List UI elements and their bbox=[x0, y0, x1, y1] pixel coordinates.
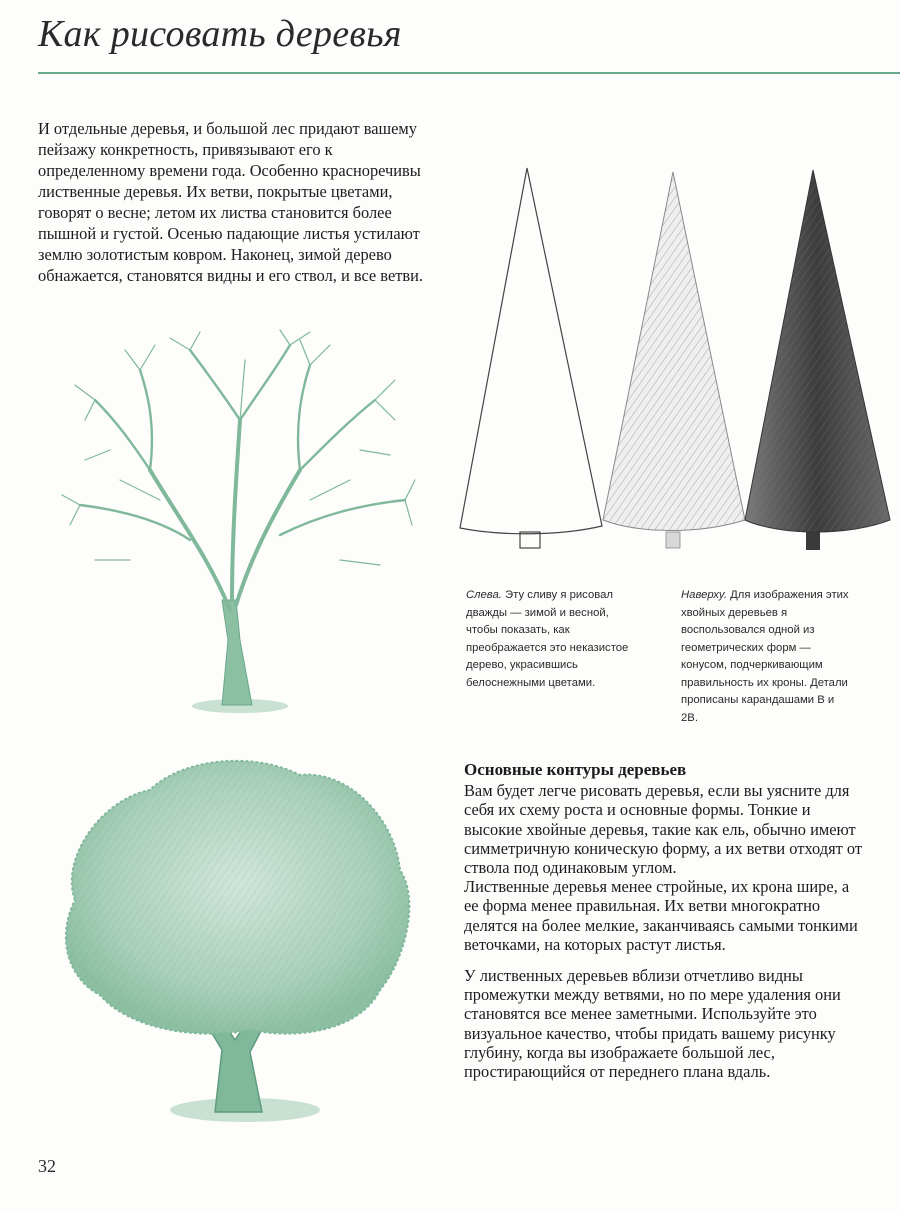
spring-tree-illustration bbox=[66, 761, 409, 1122]
caption-right bbox=[681, 587, 851, 727]
intro-paragraph: И отдельные деревья, и большой лес придают вашему пейзажу конкретность, привязывают его к определенному времени года. Особенно красноречивы лиственные деревья. Их ветви, покрытые цветами, говорят о весне; летом их листва становится более пышной и густой. Осенью падающие листья устилают землю золотистым ковром. Наконец, зимой дерево обнажается, становятся видны и его ствол, и все ветви. bbox=[38, 119, 423, 285]
section-tree-outlines bbox=[464, 760, 864, 1081]
caption-right-text: Для изображения этих хвойных деревьев я воспользовался одной из геометрических форм — конусом, подчеркивающим правильность их кроны. Детали прописаны карандашами В и 2В. bbox=[681, 589, 849, 724]
section-paragraph-3: У лиственных деревьев вблизи отчетливо видны промежутки между ветвями, но по мере удаления они становятся все менее заметными. Используйте это визуальное качество, чтобы придать вашему рисунку глубину, когда вы изображаете большой лес, простирающийся от переднего плана вдаль. bbox=[464, 966, 841, 1082]
page-title: Как рисовать деревья bbox=[38, 13, 402, 55]
caption-left-lead: Слева. bbox=[466, 589, 502, 601]
dark-fir-illustration bbox=[745, 170, 890, 550]
page-number: 32 bbox=[38, 1156, 56, 1176]
light-fir-illustration bbox=[603, 172, 745, 548]
cone-outline-illustration bbox=[460, 168, 602, 548]
section-heading: Основные контуры деревьев bbox=[464, 760, 687, 779]
caption-right-lead: Наверху. bbox=[681, 589, 727, 601]
section-paragraph-2: Лиственные деревья менее стройные, их крона шире, а ее форма менее правильная. Их ветви многократно делятся на более мелкие, заканчиваясь самыми тонкими веточками, на которых растут листья. bbox=[464, 877, 858, 954]
section-paragraph-1: Вам будет легче рисовать деревья, если вы уясните для себя их схему роста и основные формы. Тонкие и высокие хвойные деревья, такие как ель, обычно имеют симметричную коническую форму, а их ветви отходят от ствола под одинаковым углом. bbox=[464, 781, 863, 878]
caption-left bbox=[466, 587, 636, 692]
winter-tree-illustration bbox=[62, 330, 415, 713]
caption-left-text: Эту сливу я рисовал дважды — зимой и весной, чтобы показать, как преображается это неказистое дерево, украсившись белоснежными цветами. bbox=[466, 589, 629, 689]
